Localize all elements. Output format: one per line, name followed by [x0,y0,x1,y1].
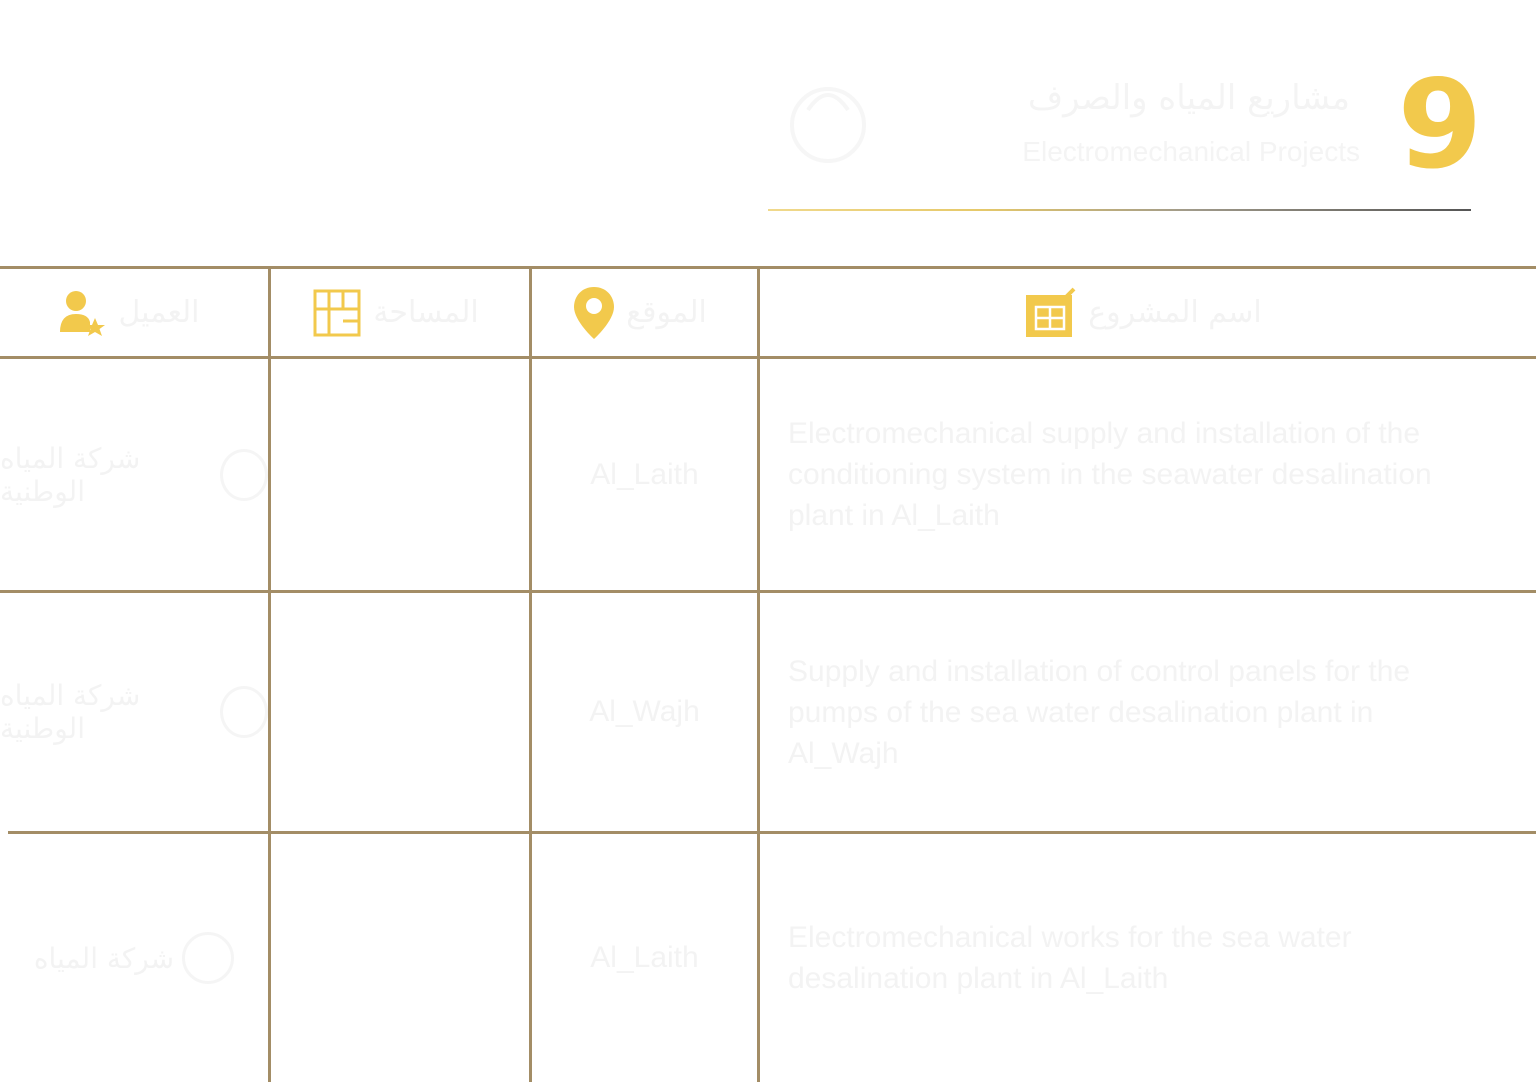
header-project-label: اسم المشروع [1088,295,1262,330]
project-description: Electromechanical works for the sea water desalination plant in Al_Laith [788,921,1352,995]
header-area [271,269,529,356]
project-description: Electromechanical supply and installation of the conditioning system in the seawater desalination plant in Al_Laith [788,417,1432,532]
table-row-3-description [760,834,1536,1082]
user-star-icon [58,288,108,338]
table-row-3-area [271,834,529,1082]
location-value: Al_Laith [590,941,699,974]
location-value: Al_Laith [590,457,699,491]
map-pin-icon [572,285,616,341]
company-logo-icon [778,70,878,170]
table-row-2-client [0,593,268,831]
table-row-2-description [760,593,1536,831]
projects-table [0,266,1536,1082]
table-row-1-area [271,359,529,590]
client-logo-icon [220,686,268,738]
table-row-3-location [532,834,757,1082]
table-row-2-location [532,593,757,831]
project-description: Supply and installation of control panels for the pumps of the sea water desalination plant in Al_Wajh [788,654,1411,770]
blueprint-icon [1024,287,1078,339]
header-location-label: الموقع [626,295,707,330]
table-row-3-client [0,834,268,1082]
header-client-label: العميل [118,295,200,330]
page-number: 9 [1397,54,1483,196]
section-title-arabic: مشاريع المياه والصرف [1027,78,1350,118]
client-name: شركة المياه الوطنية [0,441,141,508]
header-project [760,269,1536,356]
header-area-label: المساحة [373,295,479,330]
client-name: شركة المياه الوطنية [0,679,141,745]
title-divider [768,209,1471,211]
client-name: شركة المياه [33,941,175,975]
header-client [0,269,268,356]
section-title-english: Electromechanical Projects [1022,136,1360,167]
table-row-1-location [532,359,757,590]
header-location [532,269,757,356]
table-row-1-description [760,359,1536,590]
page-header [0,0,1536,230]
location-value: Al_Wajh [589,695,700,728]
table-row-1-client [0,359,268,590]
floor-plan-icon [311,287,363,339]
client-logo-icon [182,932,234,984]
client-logo-icon [220,449,268,501]
table-row-2-area [271,593,529,831]
